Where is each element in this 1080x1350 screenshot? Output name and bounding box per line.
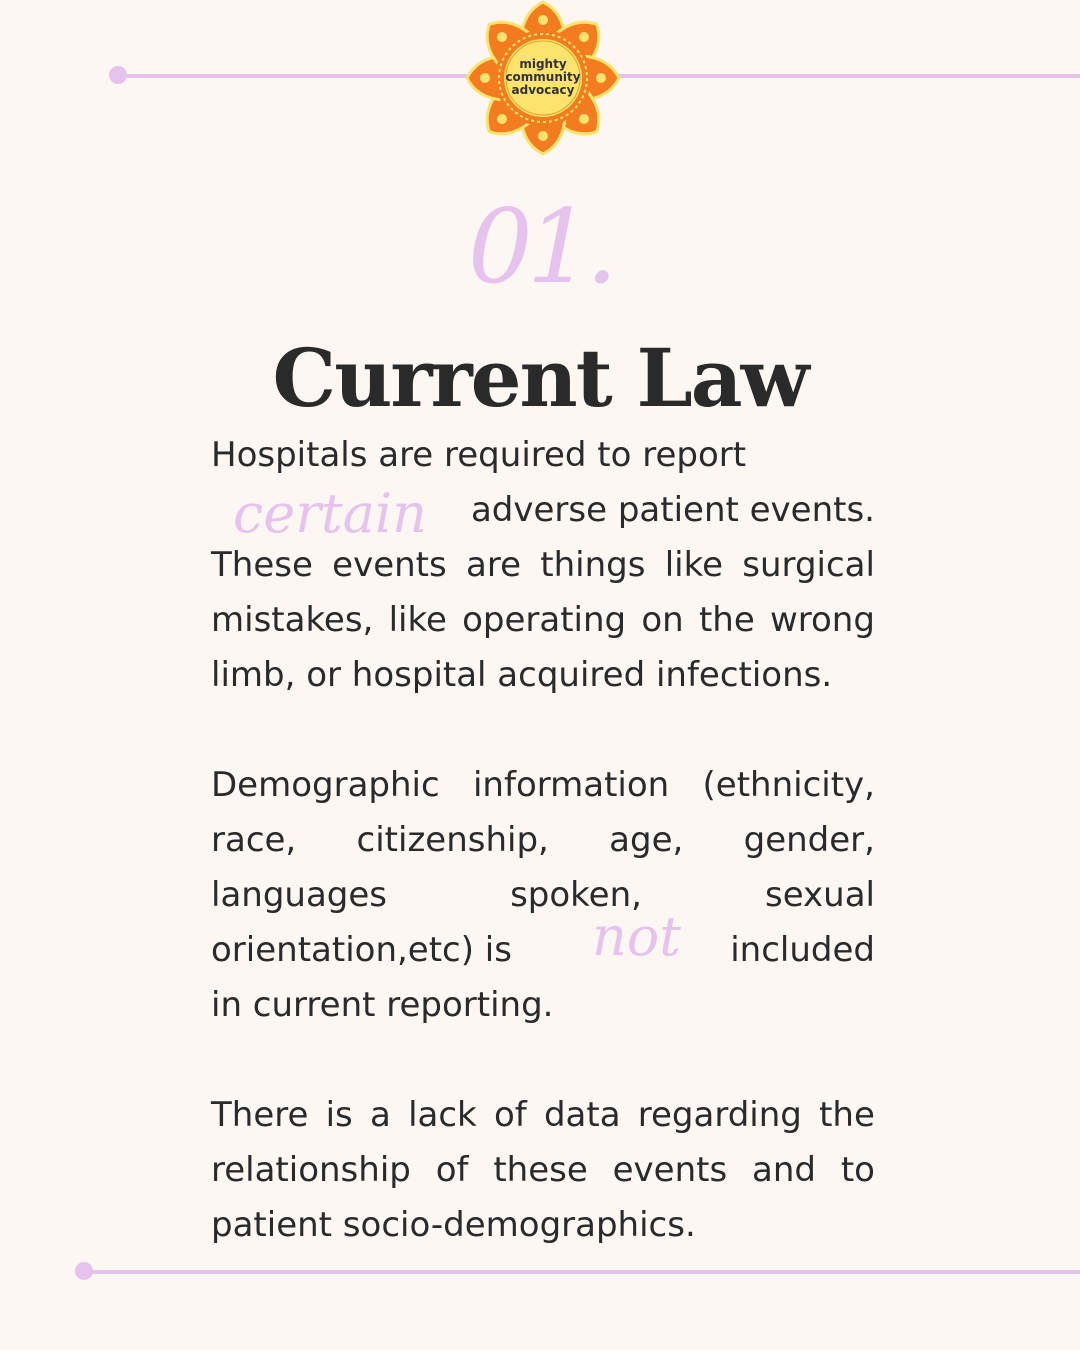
mandala-petal-dot [596, 73, 606, 83]
bottom-divider [84, 1270, 1080, 1274]
word: things [540, 545, 646, 585]
logo-text-line-3: advocacy [511, 83, 575, 97]
logo-text-line-2: community [505, 70, 581, 84]
mandala-petal-dot [538, 131, 548, 141]
paragraph-2-line-4-end: included [730, 930, 875, 970]
paragraph-1-line-3 [211, 538, 875, 593]
word: on [641, 600, 684, 640]
word: data [543, 1095, 621, 1135]
word: events [332, 545, 447, 585]
word: of [435, 1150, 469, 1190]
word: surgical [742, 545, 875, 585]
word: are [466, 545, 521, 585]
paragraph-3-line-2 [211, 1143, 875, 1198]
mandala-petal-dot [538, 15, 548, 25]
paragraph-2-line-5: in current reporting. [211, 985, 554, 1025]
word: Demographic [211, 765, 440, 805]
word: race, [211, 820, 297, 860]
word: to [840, 1150, 875, 1190]
word: is [325, 1095, 353, 1135]
paragraph-1-line-5: limb, or hospital acquired infections. [211, 655, 833, 695]
word: the [698, 600, 755, 640]
paragraph-2-line-4-start: orientation,etc) is [211, 930, 512, 970]
logo-text-line-1: mighty [519, 57, 567, 71]
word: wrong [769, 600, 875, 640]
word: languages [211, 875, 388, 915]
paragraph-2-line-2 [211, 813, 875, 868]
paragraph-1-line-4 [211, 593, 875, 648]
page-title: Current Law [272, 331, 808, 425]
word: (ethnicity, [702, 765, 875, 805]
word: like [388, 600, 447, 640]
word: relationship [211, 1150, 411, 1190]
accent-word-not: not [592, 905, 681, 968]
word: mistakes, [211, 600, 374, 640]
word: events [612, 1150, 728, 1190]
word: operating [462, 600, 627, 640]
paragraph-1-line-2: adverse patient events. [470, 490, 875, 530]
word: the [819, 1095, 875, 1135]
paragraph-2-line-3 [211, 868, 875, 923]
logo [463, 0, 623, 156]
word: age, [609, 820, 684, 860]
mandala-petal-dot [480, 73, 490, 83]
paragraph-3-line-1 [211, 1088, 875, 1143]
word: These [211, 545, 313, 585]
word: lack [408, 1095, 477, 1135]
accent-word-certain: certain [233, 482, 427, 545]
word: spoken, [510, 875, 642, 915]
word: and [752, 1150, 816, 1190]
word: regarding [637, 1095, 802, 1135]
word: of [493, 1095, 527, 1135]
word: gender, [743, 820, 875, 860]
word: like [664, 545, 724, 585]
word: a [370, 1095, 391, 1135]
paragraph-3-line-3: patient socio-demographics. [211, 1205, 696, 1245]
word: citizenship, [356, 820, 549, 860]
word: sexual [765, 875, 875, 915]
slide-number: 01. [467, 188, 613, 307]
word: these [493, 1150, 588, 1190]
word: There [211, 1095, 309, 1135]
word: information [472, 765, 670, 805]
paragraph-1-line-1: Hospitals are required to report [211, 435, 747, 475]
paragraph-2-line-1 [211, 758, 875, 813]
